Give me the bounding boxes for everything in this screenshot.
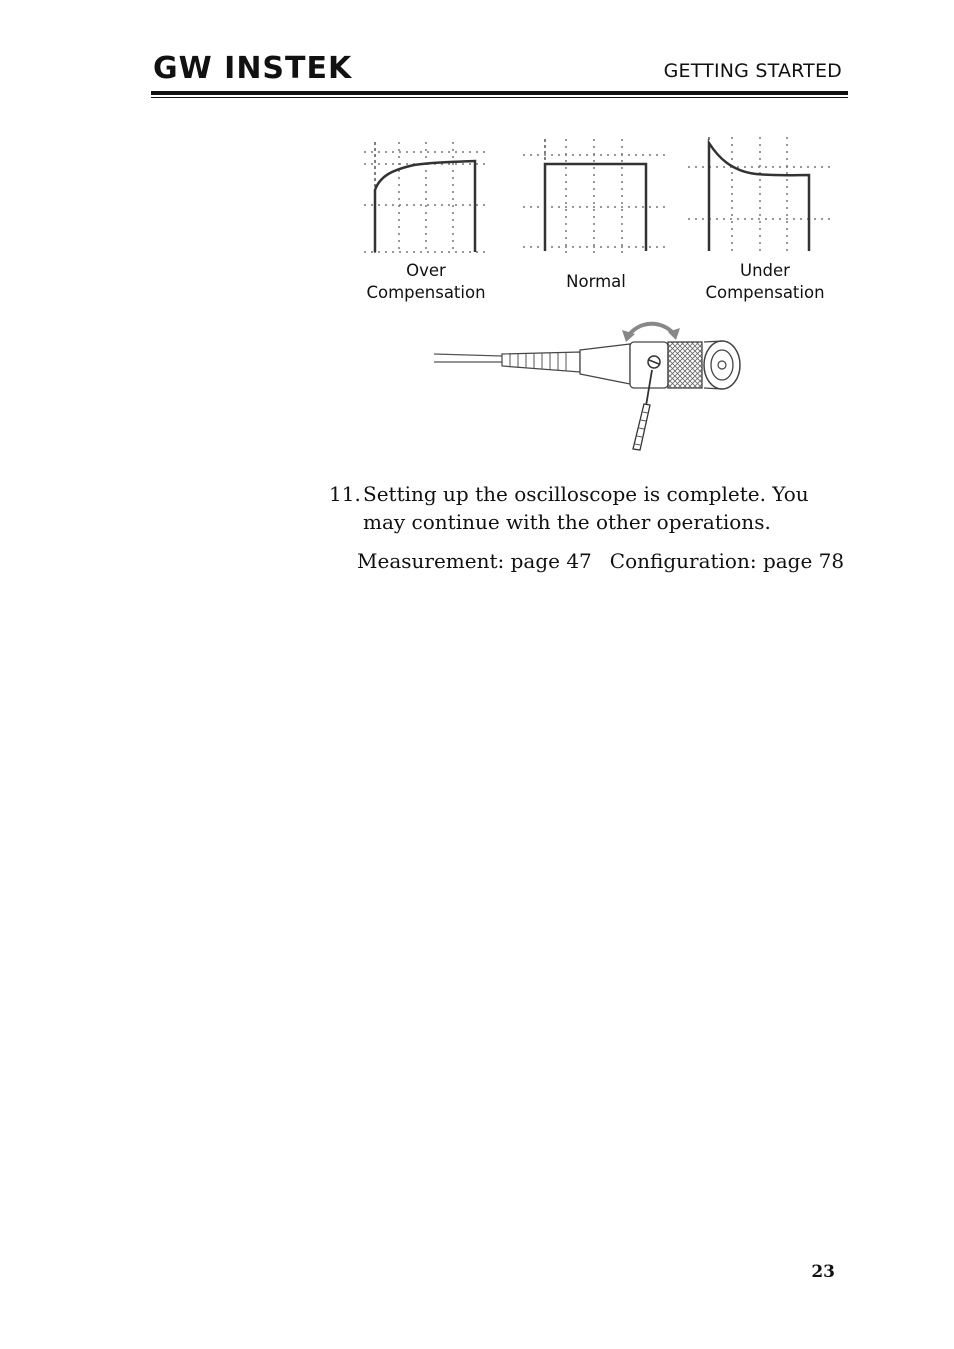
cross-references	[357, 547, 844, 575]
under-compensation-waveform	[686, 135, 834, 255]
step-text: Setting up the oscilloscope is complete. You may continue with the other operations.	[363, 482, 809, 534]
configuration-reference-link[interactable]: Configuration: page 78	[609, 549, 845, 573]
normal-label: Normal	[566, 272, 626, 291]
header-rule-thin	[151, 97, 848, 98]
probe-adjustment-illustration	[430, 316, 750, 456]
over-compensation-waveform	[362, 140, 492, 258]
header-rule	[151, 91, 848, 95]
page-number: 23	[811, 1262, 835, 1282]
step-11	[329, 480, 829, 536]
step-number: 11.	[329, 482, 361, 506]
measurement-reference-link[interactable]: Measurement: page 47	[357, 549, 592, 573]
over-compensation-label: Over Compensation	[366, 261, 486, 302]
brand-logo: GW INSTEK	[153, 51, 353, 86]
rotate-arrow-icon	[622, 324, 680, 342]
normal-waveform	[521, 137, 671, 257]
under-compensation-label: Under Compensation	[705, 261, 825, 302]
section-title: GETTING STARTED	[663, 60, 842, 82]
